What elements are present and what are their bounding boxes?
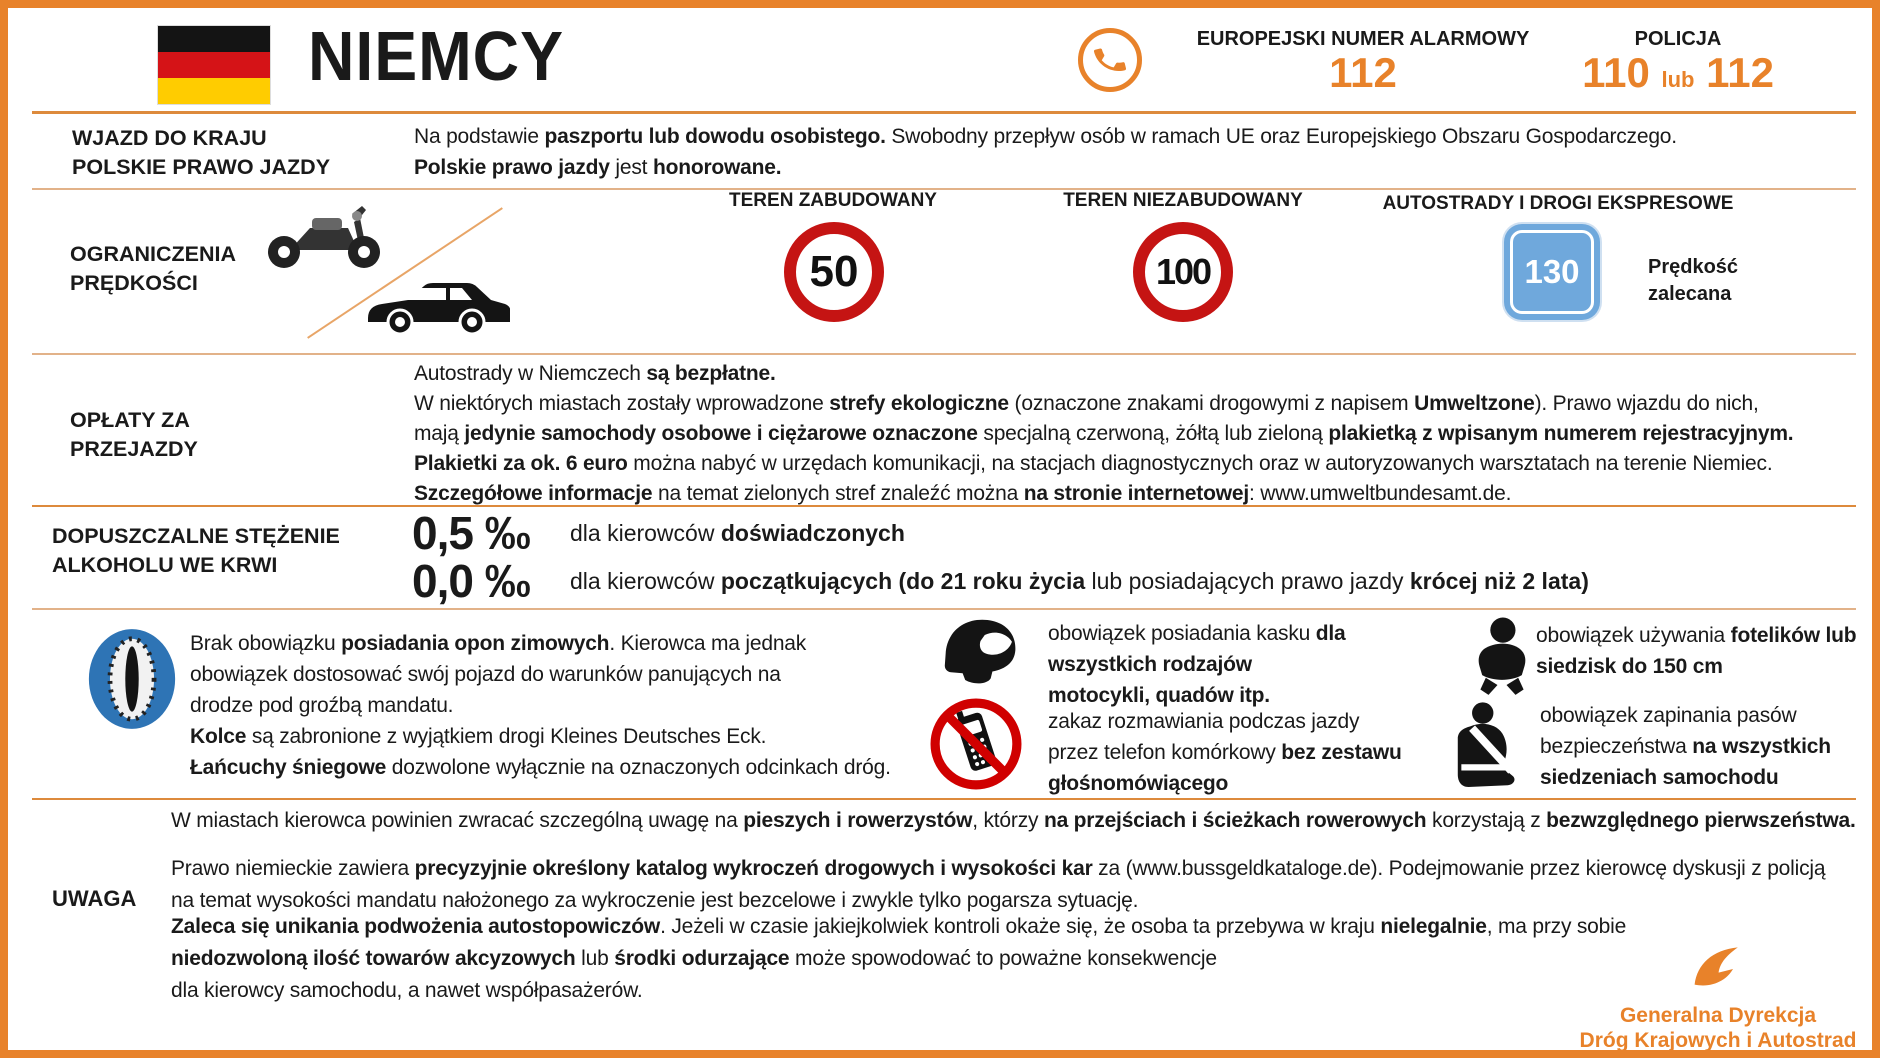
tires-line-chains: Łańcuchy śniegowe dozwolone wyłącznie na oznaczonych odcinkach dróg. — [190, 756, 891, 779]
alcohol-desc-beginner: dla kierowców początkujących (do 21 roku życia lub posiadających prawo jazdy krócej niż 2 lata) — [570, 568, 1589, 594]
child-seat-icon — [1466, 616, 1538, 700]
gddkia-road-icon — [1685, 940, 1751, 998]
divider — [32, 111, 1856, 114]
gddkia-logo-text: Generalna Dyrekcja Dróg Krajowych i Autostrad — [1579, 1004, 1857, 1052]
seatbelt-text: obowiązek zapinania pasów bezpieczeństwa na wszystkich siedzeniach samochodu — [1540, 704, 1831, 789]
page-title: NIEMCY — [308, 17, 564, 95]
child-seat-text: obowiązek używania fotelików lub siedzisk do 150 cm — [1536, 624, 1857, 678]
entry-line: Na podstawie paszportu lub dowodu osobistego. Swobodny przepływ osób w ramach UE oraz Europejskiego Obszaru Gospodarczego. — [414, 125, 1677, 148]
fees-line: Szczegółowe informacje na temat zielonych stref znaleźć można na stronie internetowej: www.umweltbundesamt.de. — [414, 482, 1512, 505]
helmet-text: obowiązek posiadania kasku dla wszystkich rodzajów motocykli, quadów itp. — [1048, 622, 1346, 707]
notes-line: niedozwoloną ilość towarów akcyzowych lub środki odurzające może spowodować to poważne konsekwencje — [171, 947, 1217, 970]
notes-line: dla kierowcy samochodu, a nawet współpasażerów. — [171, 979, 643, 1002]
speed-sign-50: 50 — [784, 222, 884, 322]
notes-line: na temat wysokości mandatu nałożonego za wykroczenie jest bezcelowe i zwykle tylko pogarsza sytuację. — [171, 889, 1139, 912]
section-label-alcohol: DOPUSZCZALNE STĘŻENIE ALKOHOLU WE KRWI — [52, 524, 340, 577]
tires-paragraph: Brak obowiązku posiadania opon zimowych. Kierowca ma jednak obowiązek dostosować swój pojazd do warunków panujących na drodze pod groźbą mandatu. — [190, 632, 807, 717]
speed-col-title-urban: TEREN ZABUDOWANY — [729, 190, 937, 211]
germany-flag-icon — [158, 26, 270, 104]
emergency-number: 112 — [1329, 49, 1397, 96]
police-number-block — [1528, 28, 1828, 102]
emergency-number-block — [1173, 28, 1553, 95]
helmet-icon — [938, 614, 1023, 690]
fees-line: Autostrady w Niemczech są bezpłatne. — [414, 362, 776, 385]
phone-ban-icon — [930, 698, 1022, 790]
speed-sign-100: 100 — [1133, 222, 1233, 322]
divider — [32, 608, 1856, 610]
divider — [32, 505, 1856, 507]
entry-text — [414, 121, 1677, 183]
car-icon — [360, 274, 510, 338]
alcohol-limit-experienced: 0,5 ‰ — [412, 507, 530, 559]
phone-icon — [1078, 28, 1142, 92]
police-label: POLICJA — [1634, 28, 1722, 50]
alcohol-limit-beginner: 0,0 ‰ — [412, 555, 530, 607]
speed-sign-130: 130 — [1504, 224, 1600, 320]
notes-line: Zaleca się unikania podwożenia autostopowiczów. Jeżeli w czasie jakiejkolwiek kontroli okaże się, że osoba ta przebywa w kraju nielegalnie, ma przy sobie — [171, 915, 1627, 938]
recommended-speed-note: Prędkość zalecana — [1648, 256, 1739, 305]
notes-paragraph-1 — [171, 805, 1856, 836]
notes-paragraph-3 — [171, 911, 1626, 1007]
alcohol-desc-experienced: dla kierowców doświadczonych — [570, 520, 905, 546]
entry-line: Polskie prawo jazdy jest honorowane. — [414, 156, 782, 179]
section-label-entry: WJAZD DO KRAJU POLSKIE PRAWO JAZDY — [72, 126, 331, 179]
gddkia-logo — [1568, 940, 1868, 1053]
motorcycle-icon — [260, 194, 390, 272]
fees-line: Plakietki za ok. 6 euro można nabyć w urzędach komunikacji, na stacjach diagnostycznych oraz w autoryzowanych warsztatach na terenie Niemiec. — [414, 452, 1773, 475]
notes-paragraph-2 — [171, 853, 1825, 917]
tires-text — [190, 628, 891, 783]
phone-ban-text: zakaz rozmawiania podczas jazdy przez telefon komórkowy bez zestawu głośnomówiącego — [1048, 710, 1402, 795]
divider — [32, 353, 1856, 355]
section-label-fees: OPŁATY ZA PRZEJAZDY — [70, 408, 198, 461]
fees-line: W niektórych miastach zostały wprowadzone strefy ekologiczne (oznaczone znakami drogowymi z napisem Umweltzone). Prawo wjazdu do nich, — [414, 392, 1759, 415]
notes-line: W miastach kierowca powinien zwracać szczególną uwagę na pieszych i rowerzystów, którzy na przejściach i ścieżkach rowerowych korzystają z bezwzględnego pierwszeństwa. — [171, 809, 1856, 832]
emergency-label: EUROPEJSKI NUMER ALARMOWY — [1196, 28, 1530, 50]
section-label-notes: UWAGA — [52, 886, 137, 911]
speed-col-title-rural: TEREN NIEZABUDOWANY — [1063, 190, 1303, 211]
flag-stripe-black — [158, 26, 270, 52]
flag-stripe-red — [158, 52, 270, 78]
fees-line: mają jedynie samochody osobowe i ciężarowe oznaczone specjalną czerwoną, żółtą lub zieloną plakietką z wpisanym numerem rejestracyjnym. — [414, 422, 1794, 445]
flag-stripe-gold — [158, 78, 270, 104]
speed-col-title-motorway: AUTOSTRADY I DROGI EKSPRESOWE — [1382, 193, 1734, 214]
section-label-speed: OGRANICZENIA PRĘDKOŚCI — [70, 242, 237, 295]
fees-text — [414, 359, 1793, 509]
phone-handset-icon — [1088, 38, 1132, 82]
police-numbers: 110 lub 112 — [1582, 49, 1774, 96]
notes-line: Prawo niemieckie zawiera precyzyjnie określony katalog wykroczeń drogowych i wysokości kar za (www.bussgeldkataloge.de). Podejmowanie przez kierowcę dyskusji z policją — [171, 857, 1826, 880]
divider — [32, 798, 1856, 800]
tires-line-studs: Kolce są zabronione z wyjątkiem drogi Kleines Deutsches Eck. — [190, 725, 767, 748]
seatbelt-icon — [1456, 698, 1538, 794]
winter-tire-icon — [86, 626, 178, 732]
